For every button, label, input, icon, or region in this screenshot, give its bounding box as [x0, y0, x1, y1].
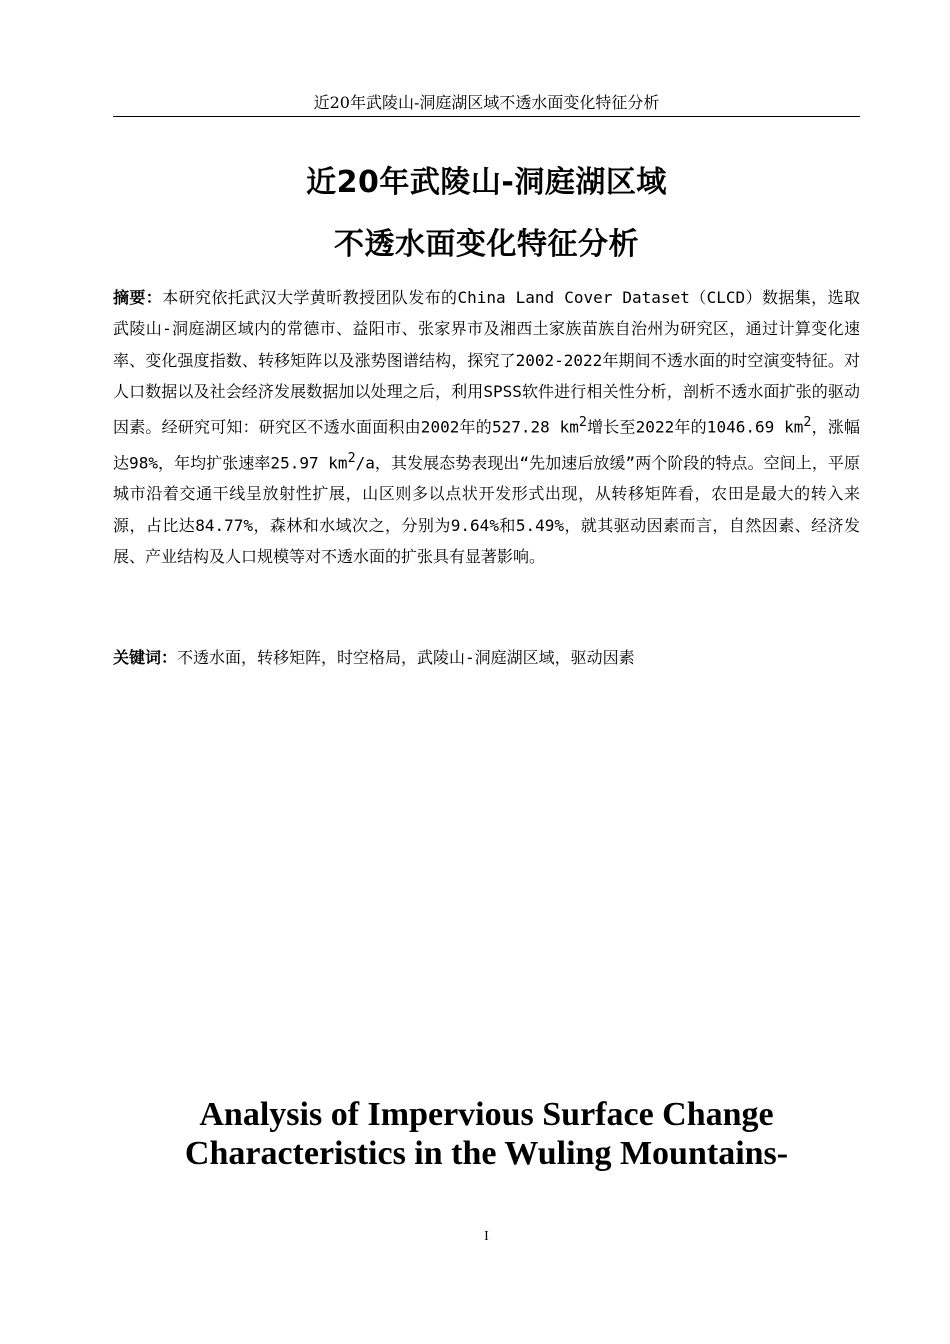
superscript-2: 2 [347, 450, 356, 466]
keywords-label: 关键词： [113, 648, 178, 667]
running-header [113, 92, 860, 117]
keywords-line [113, 642, 860, 673]
english-title-line-1: Analysis of Impervious Surface Change [199, 1096, 774, 1133]
chinese-title-line-2: 不透水面变化特征分析 [334, 227, 639, 262]
abstract-text-part-4: /a，其发展态势表现出“先加速后放缓”两个阶段的特点。空间上，平原城市沿着交通干线呈放射性扩展，山区则多以点状开发形式出现，从转移矩阵看，农田是最大的转入来源，占比达84.77%，森林和水域次之，分别为9.64%和5.49%，就其驱动因素而言，自然因素、经济发展、产业结构及人口规模等对不透水面的扩张具有显著影响。 [113, 453, 860, 567]
english-title-line-2: Characteristics in the Wuling Mountains- [184, 1135, 789, 1172]
chinese-title-line-1: 近20年武陵山-洞庭湖区域 [306, 165, 667, 200]
page-number: I [484, 1229, 489, 1244]
abstract-text-part-1: 本研究依托武汉大学黄昕教授团队发布的China Land Cover Dataset（CLCD）数据集，选取武陵山-洞庭湖区域内的常德市、益阳市、张家界市及湘西土家族苗族自治州为研究区，通过计算变化速率、变化强度指数、转移矩阵以及涨势图谱结构，探究了2002-2022年期间不透水面的时空演变特征。对人口数据以及社会经济发展数据加以处理之后，利用SPSS软件进行相关性分析，剖析不透水面扩张的驱动因素。经研究可知：研究区不透水面面积由2002年的527.28 km [113, 288, 860, 437]
abstract-text-part-2: 增长至2022年的1046.69 km [586, 417, 804, 437]
abstract-paragraph [113, 282, 860, 572]
abstract-text-part-3: ，涨幅达98%，年均扩张速率25.97 km [113, 417, 860, 473]
abstract-label: 摘要： [113, 288, 163, 307]
keywords-text: 不透水面，转移矩阵，时空格局，武陵山-洞庭湖区域，驱动因素 [177, 648, 635, 667]
running-title: 近20年武陵山-洞庭湖区域不透水面变化特征分析 [313, 93, 660, 112]
superscript-2: 2 [578, 415, 587, 431]
superscript-2: 2 [803, 415, 812, 431]
